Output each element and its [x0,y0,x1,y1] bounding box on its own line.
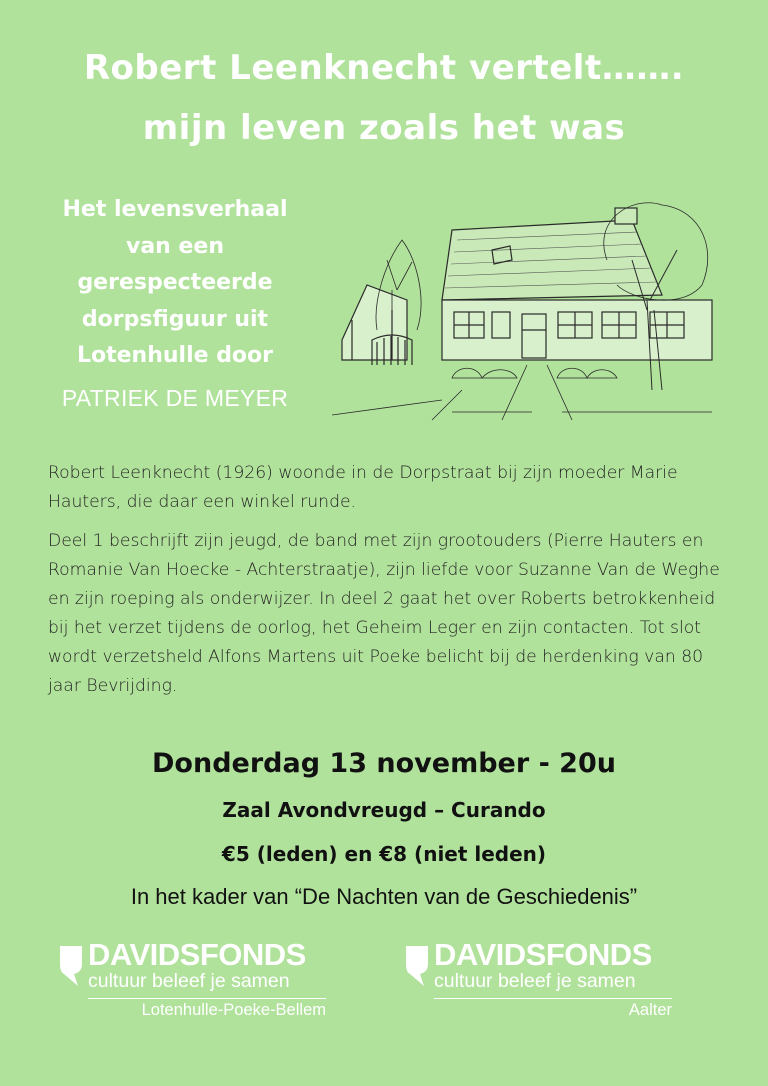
event-venue: Zaal Avondvreugd – Curando [222,798,546,822]
logo-branch: Lotenhulle-Poeke-Bellem [141,1001,326,1019]
logo-tagline: cultuur beleef je samen [88,970,290,992]
subtitle-line: gerespecteerde [77,270,273,295]
subtitle-block [30,192,320,375]
logo-divider [88,998,326,999]
author-name: PATRIEK DE MEYER [61,385,289,411]
intro-paragraph: Robert Leenknecht (1926) woonde in de Dorpstraat bij zijn moeder Marie Hauters, die daar een winkel runde. [48,463,678,512]
davidsfonds-mark-icon [404,942,430,986]
logo-brand: DAVIDSFONDS [88,937,306,972]
davidsfonds-mark-icon [58,942,84,986]
story-paragraph: Deel 1 beschrijft zijn jeugd, de band met zijn grootouders (Pierre Hauters en Romanie Van Hoecke - Achterstraatje), zijn liefde voor Suzanne Van de Weghe en zijn roeping als onderwijzer. In deel 2 gaat het over Roberts betrokkenheid bij het verzet tijdens de oorlog, het Geheim Leger en zijn contacten. Tot slot wordt verzetsheld Alfons Martens uit Poeke belicht bij de herdenking van 80 jaar Bevrijding. [48,531,720,696]
subtitle-line: Het levensverhaal [62,197,288,222]
logo-branch: Aalter [628,1001,672,1019]
subtitle-line: dorpsfiguur uit [81,306,269,332]
event-date: Donderdag 13 november - 20u [152,748,616,779]
logo-tagline: cultuur beleef je samen [434,970,636,992]
event-context: In het kader van “De Nachten van de Geschiedenis” [130,884,638,909]
logo-brand: DAVIDSFONDS [434,937,652,972]
subtitle-line: van een [125,233,224,259]
event-price: €5 (leden) en €8 (niet leden) [221,842,547,866]
title-line-2: mijn leven zoals het was [142,108,626,148]
subtitle-line: Lotenhulle door [76,343,274,368]
house-sketch-illustration [332,190,722,422]
title-line-1: Robert Leenknecht vertelt……. [83,48,685,88]
logo-divider [434,998,672,999]
